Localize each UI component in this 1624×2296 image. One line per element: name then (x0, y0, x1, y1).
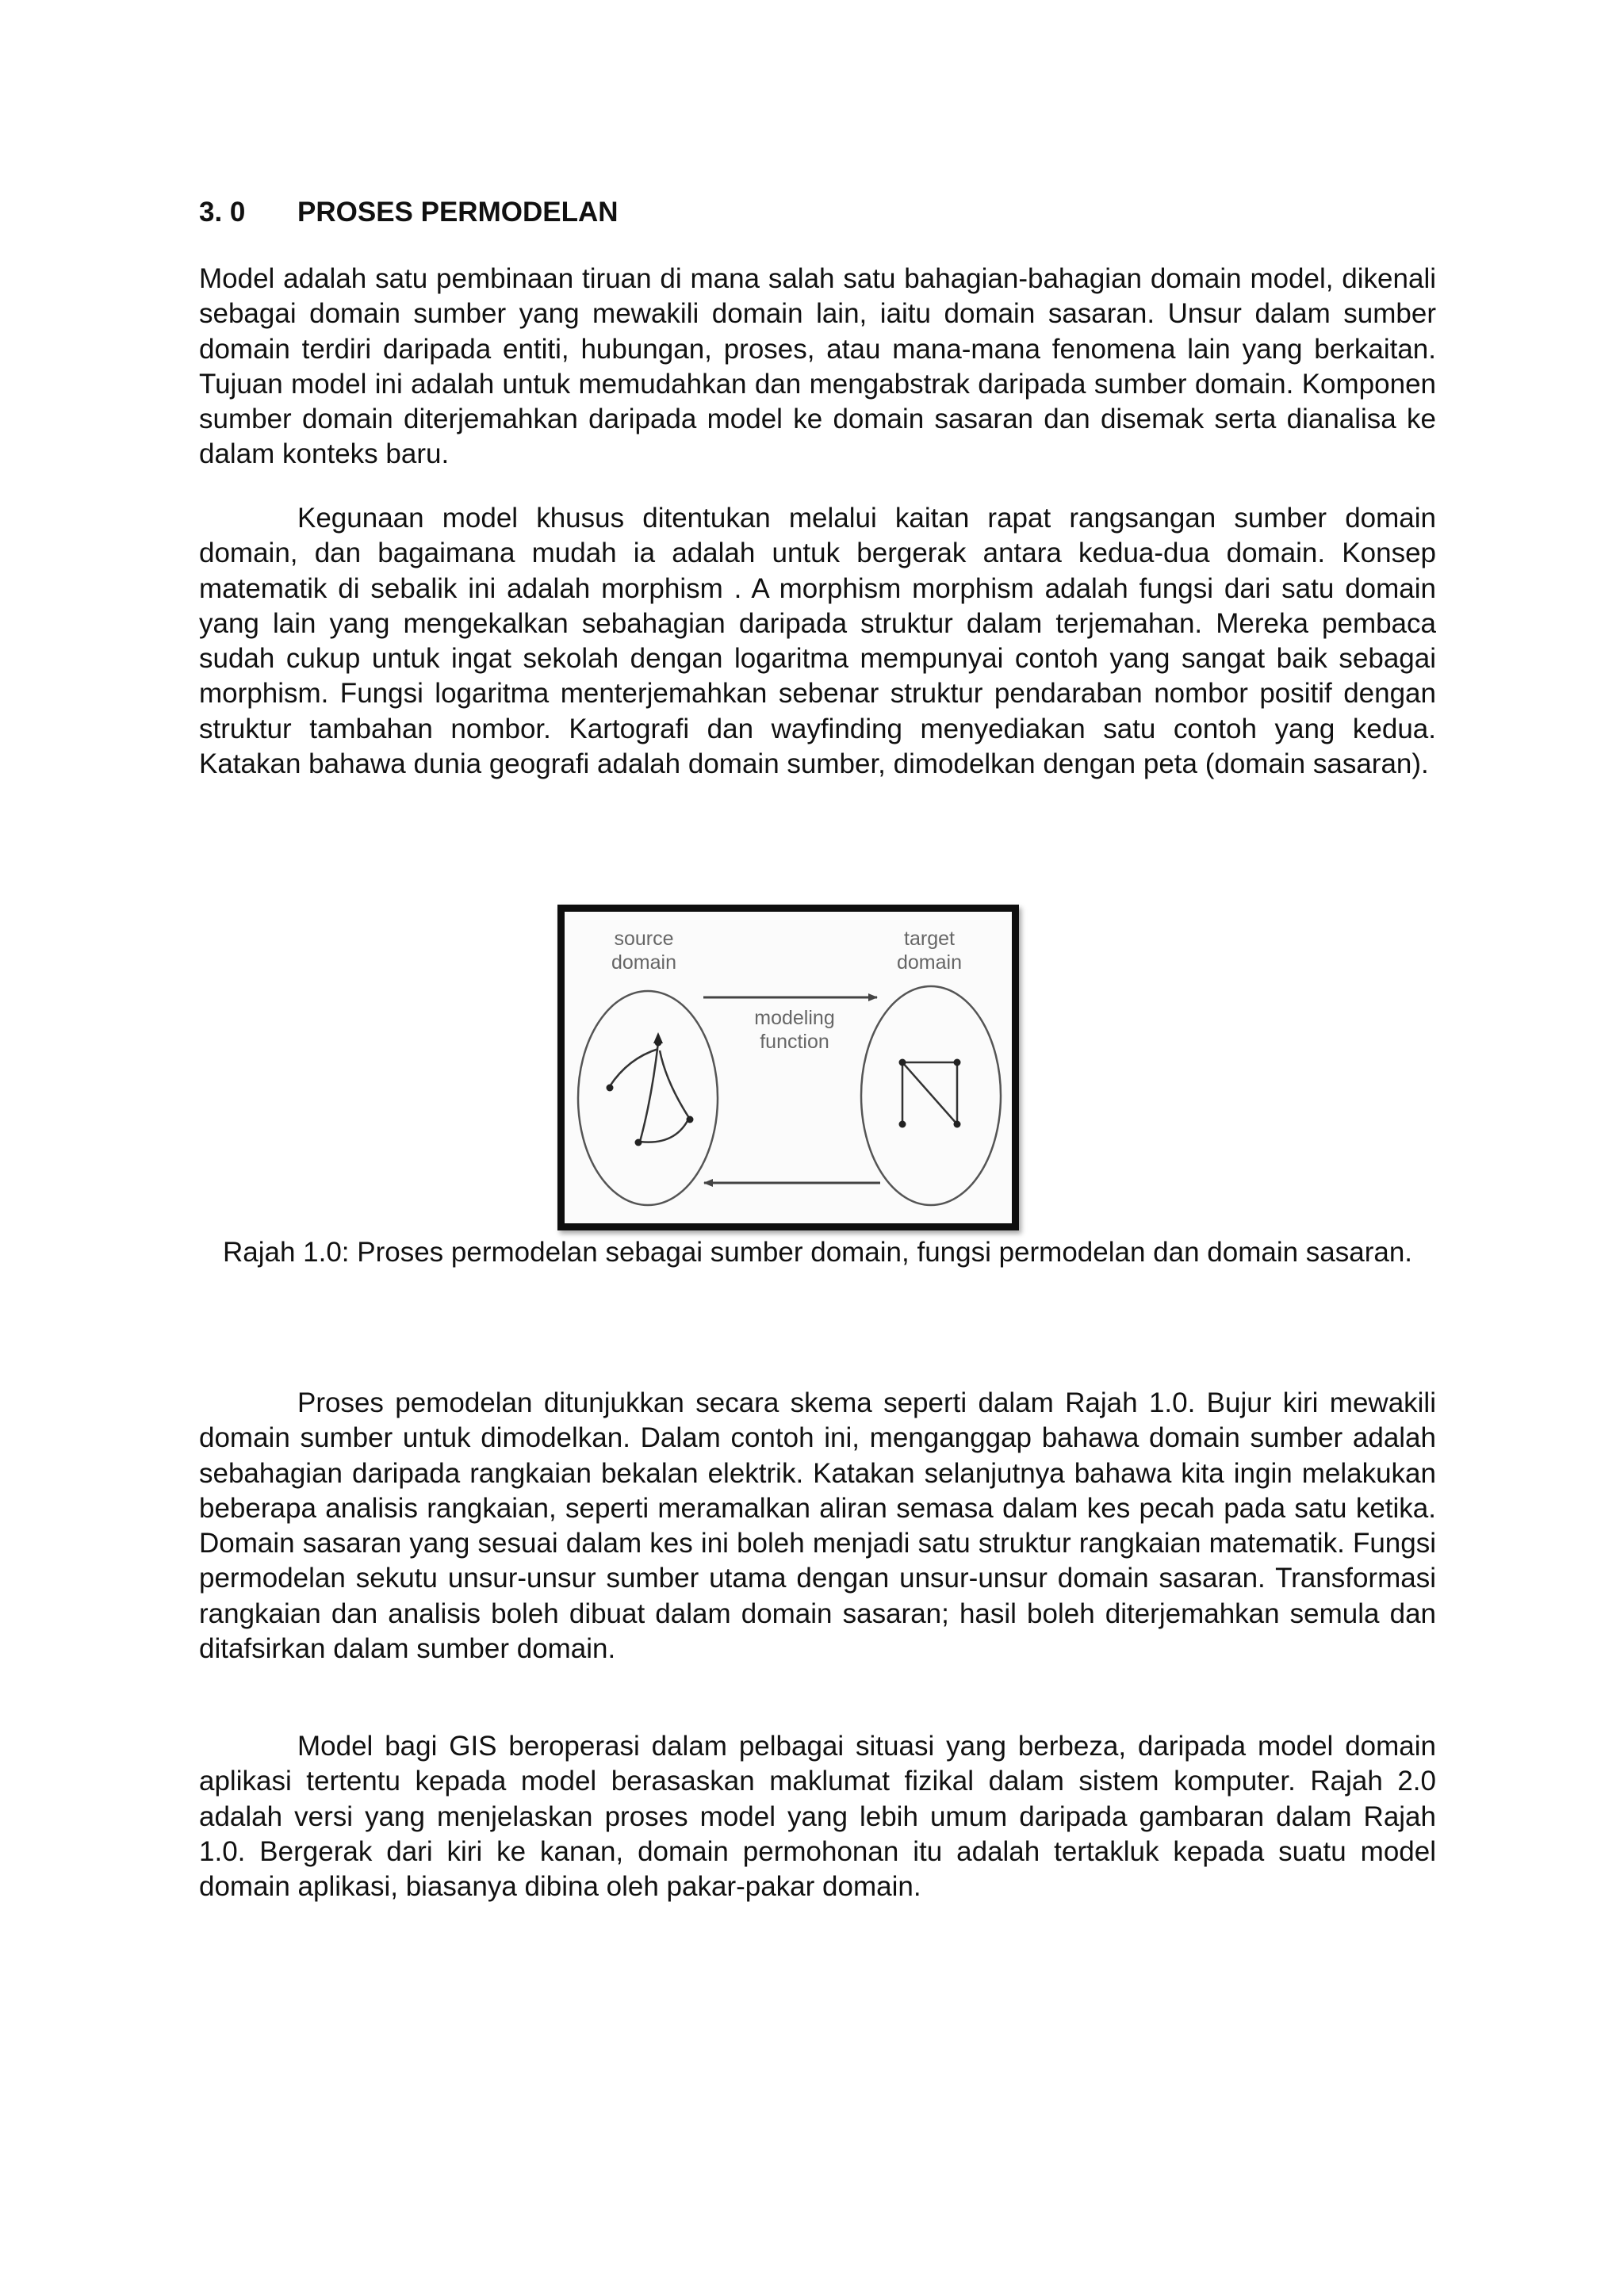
section-number: 3. 0 (199, 197, 246, 228)
source-label-line1: source (614, 928, 674, 950)
source-node-arrow (653, 1032, 663, 1043)
function-label-line1: modeling (754, 1007, 835, 1029)
source-domain-ellipse (578, 991, 718, 1205)
function-label-line2: function (760, 1031, 829, 1053)
paragraph-4: Model bagi GIS beroperasi dalam pelbagai situasi yang berbeza, daripada model domain aplikasi tertentu kepada model berasaskan maklumat fizikal dalam sistem komputer. Rajah 2.0 adalah versi yang menjelaskan proses model yang lebih umum daripada gambaran dalam Rajah 1.0. Bergerak dari kiri ke kanan, domain permohonan itu adalah tertakluk kepada suatu model domain aplikasi, biasanya dibina oleh pakar-pakar domain. (199, 1731, 1436, 1903)
source-label-line2: domain (611, 951, 676, 974)
paragraph-1: Model adalah satu pembinaan tiruan di mana salah satu bahagian-bahagian domain model, dikenali sebagai domain sumber yang mewakili domain lain, iaitu domain sasaran. Unsur dalam sumber domain terdiri daripada entiti, hubungan, proses, atau mana-mana fenomena lain yang berkaitan. Tujuan model ini adalah untuk memudahkan dan mengabstrak daripada sumber domain. Komponen sumber domain diterjemahkan daripada model ke domain sasaran dan disemak serta dianalisa ke dalam konteks baru. (199, 263, 1436, 470)
modeling-process-figure (557, 905, 1019, 1230)
section-title: PROSES PERMODELAN (297, 197, 619, 228)
figure-caption: Rajah 1.0: Proses permodelan sebagai sumber domain, fungsi permodelan dan domain sasaran. (222, 1237, 1413, 1268)
paragraph-2: Kegunaan model khusus ditentukan melalui kaitan rapat rangsangan sumber domain domain, dan bagaimana mudah ia adalah untuk bergerak antara kedua-dua domain. Konsep matematik di sebalik ini adalah morphism . A morphism morphism adalah fungsi dari satu domain yang lain yang mengekalkan sebahagian daripada struktur dalam terjemahan. Mereka pembaca sudah cukup untuk ingat sekolah dengan logaritma mempunyai contoh yang sangat baik sebagai morphism. Fungsi logaritma menterjemahkan sebenar struktur pendaraban nombor positif dengan struktur tambahan nombor. Kartografi dan wayfinding menyediakan satu contoh yang kedua. Katakan bahawa dunia geografi adalah domain sumber, dimodelkan dengan peta (domain sasaran). (199, 503, 1436, 780)
target-network-graph (902, 1062, 957, 1124)
target-label-line2: domain (897, 951, 962, 974)
figure-diagram (565, 912, 1012, 1223)
section-heading (199, 197, 619, 228)
paragraph-3: Proses pemodelan ditunjukkan secara skema seperti dalam Rajah 1.0. Bujur kiri mewakili domain sumber untuk dimodelkan. Dalam contoh ini, menganggap bahawa domain sumber adalah sebahagian daripada rangkaian bekalan elektrik. Katakan selanjutnya bahawa kita ingin melakukan beberapa analisis rangkaian, seperti meramalkan aliran semasa dalam kes pecah pada satu ketika. Domain sasaran yang sesuai dalam kes ini boleh menjadi satu struktur rangkaian matematik. Fungsi permodelan sekutu unsur-unsur sumber utama dengan unsur-unsur domain sasaran. Transformasi rangkaian dan analisis boleh dibuat dalam domain sasaran; hasil boleh diterjemahkan semula dan ditafsirkan dalam sumber domain. (199, 1387, 1436, 1665)
target-label-line1: target (904, 928, 955, 950)
source-network-graph (610, 1043, 689, 1142)
